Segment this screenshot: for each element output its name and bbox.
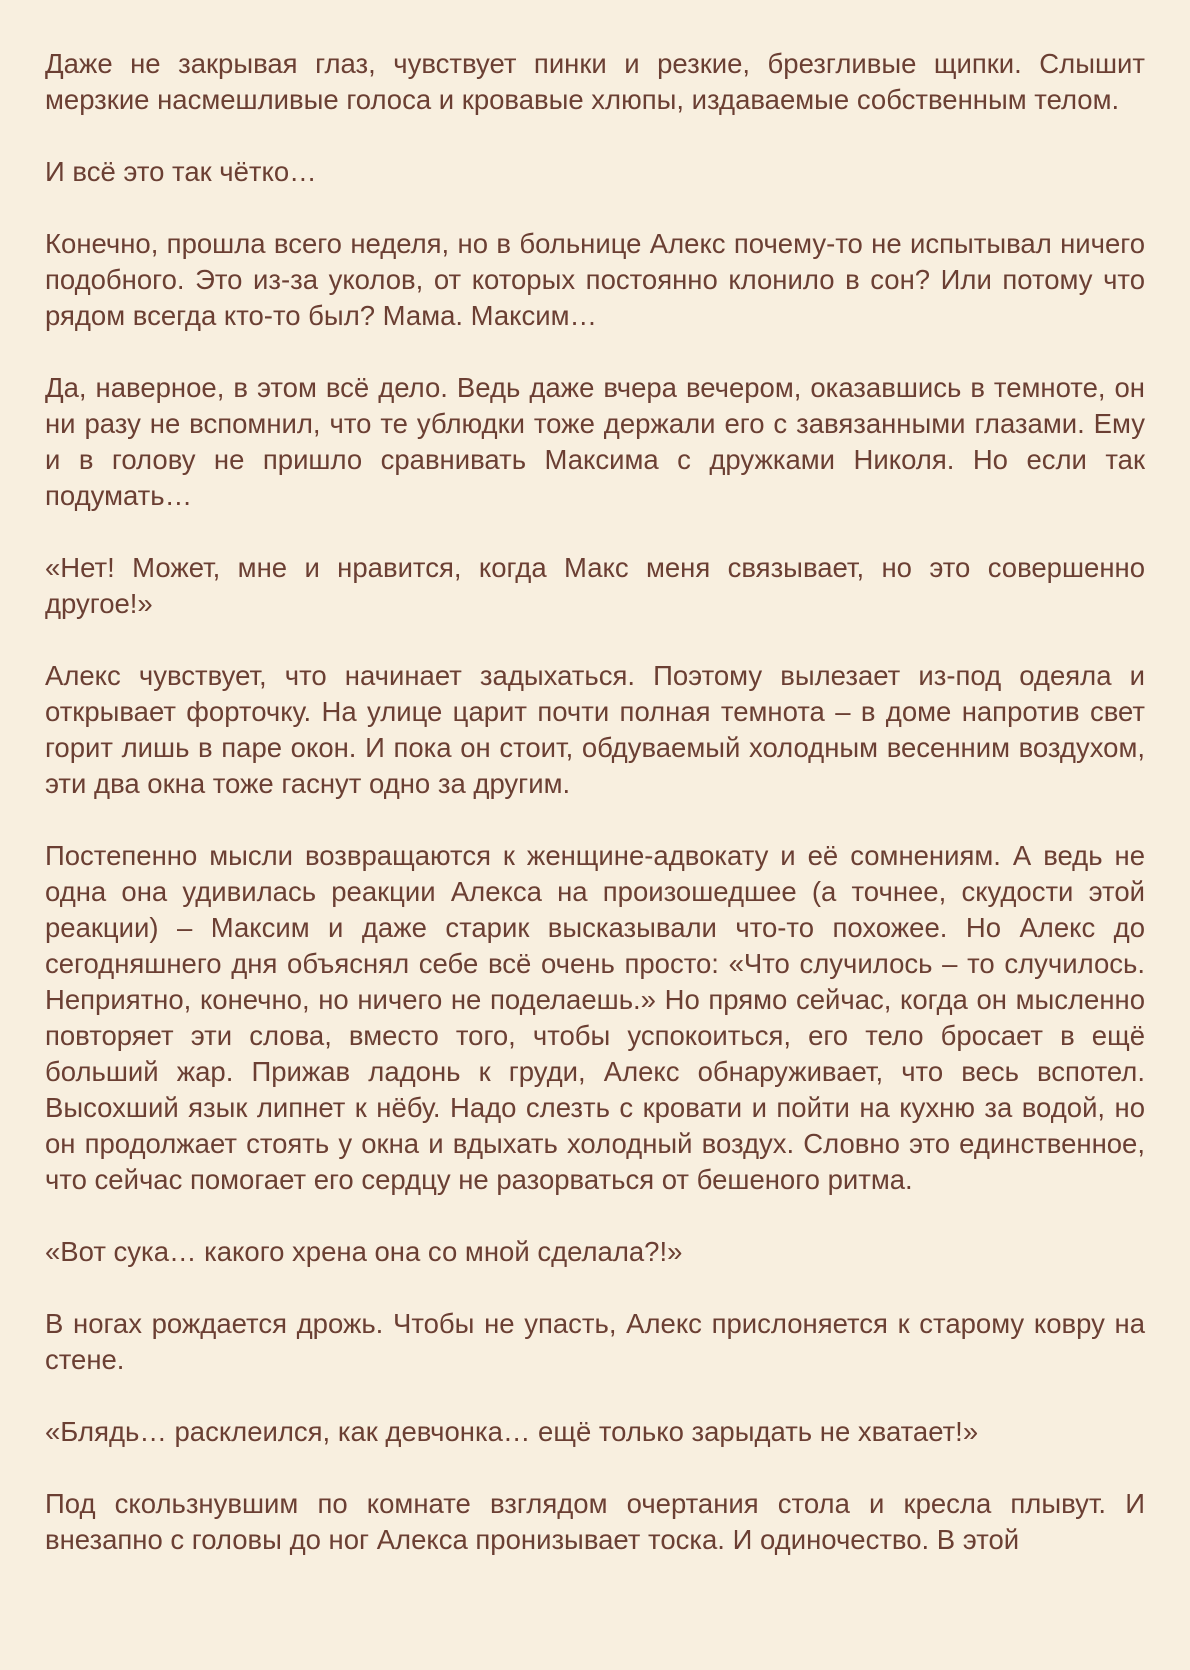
paragraph-3: Конечно, прошла всего неделя, но в больнице Алекс почему-то не испытывал ничего подобного. Это из-за уколов, от которых постоянно клонило в сон? Или потому что рядом всегда кто-то был? Мама. Максим… <box>45 228 1145 331</box>
paragraph-4: Да, наверное, в этом всё дело. Ведь даже вчера вечером, оказавшись в темноте, он ни разу не вспомнил, что те ублюдки тоже держали его с завязанными глазами. Ему и в голову не пришло сравнивать Максима с дружками Николя. Но если так подумать… <box>45 372 1145 511</box>
paragraph-9: В ногах рождается дрожь. Чтобы не упасть, Алекс прислоняется к старому ковру на стене. <box>45 1308 1145 1375</box>
paragraph-7: Постепенно мысли возвращаются к женщине-адвокату и её сомнениям. А ведь не одна она удивилась реакции Алекса на произошедшее (а точнее, скудости этой реакции) – Максим и даже старик высказывали что-то похожее. Но Алекс до сегодняшнего дня объяснял себе всё очень просто: «Что случилось – то случилось. Неприятно, конечно, но ничего не поделаешь.» Но прямо сейчас, когда он мысленно повторяет эти слова, вместо того, чтобы успокоиться, его тело бросает в ещё больший жар. Прижав ладонь к груди, Алекс обнаруживает, что весь вспотел. Высохший язык липнет к нёбу. Надо слезть с кровати и пойти на кухню за водой, но он продолжает стоять у окна и вдыхать холодный воздух. Словно это единственное, что сейчас помогает его сердцу не разорваться от бешеного ритма. <box>45 840 1145 1195</box>
paragraph-8: «Вот сука… какого хрена она со мной сделала?!» <box>45 1236 683 1267</box>
paragraph-5: «Нет! Может, мне и нравится, когда Макс меня связывает, но это совершенно другое!» <box>45 552 1145 619</box>
paragraph-11: Под скользнувшим по комнате взглядом очертания стола и кресла плывут. И внезапно с головы до ног Алекса пронизывает тоска. И одиночество. В этой <box>45 1488 1145 1555</box>
paragraph-10: «Блядь… расклеился, как девчонка… ещё только зарыдать не хватает!» <box>45 1416 979 1447</box>
paragraph-2: И всё это так чётко… <box>45 156 317 187</box>
paragraph-1: Даже не закрывая глаз, чувствует пинки и резкие, брезгливые щипки. Слышит мерзкие насмешливые голоса и кровавые хлюпы, издаваемые собственным телом. <box>45 48 1145 115</box>
paragraph-6: Алекс чувствует, что начинает задыхаться. Поэтому вылезает из-под одеяла и открывает форточку. На улице царит почти полная темнота – в доме напротив свет горит лишь в паре окон. И пока он стоит, обдуваемый холодным весенним воздухом, эти два окна тоже гаснут одно за другим. <box>45 660 1145 799</box>
document-page <box>45 46 1145 1558</box>
